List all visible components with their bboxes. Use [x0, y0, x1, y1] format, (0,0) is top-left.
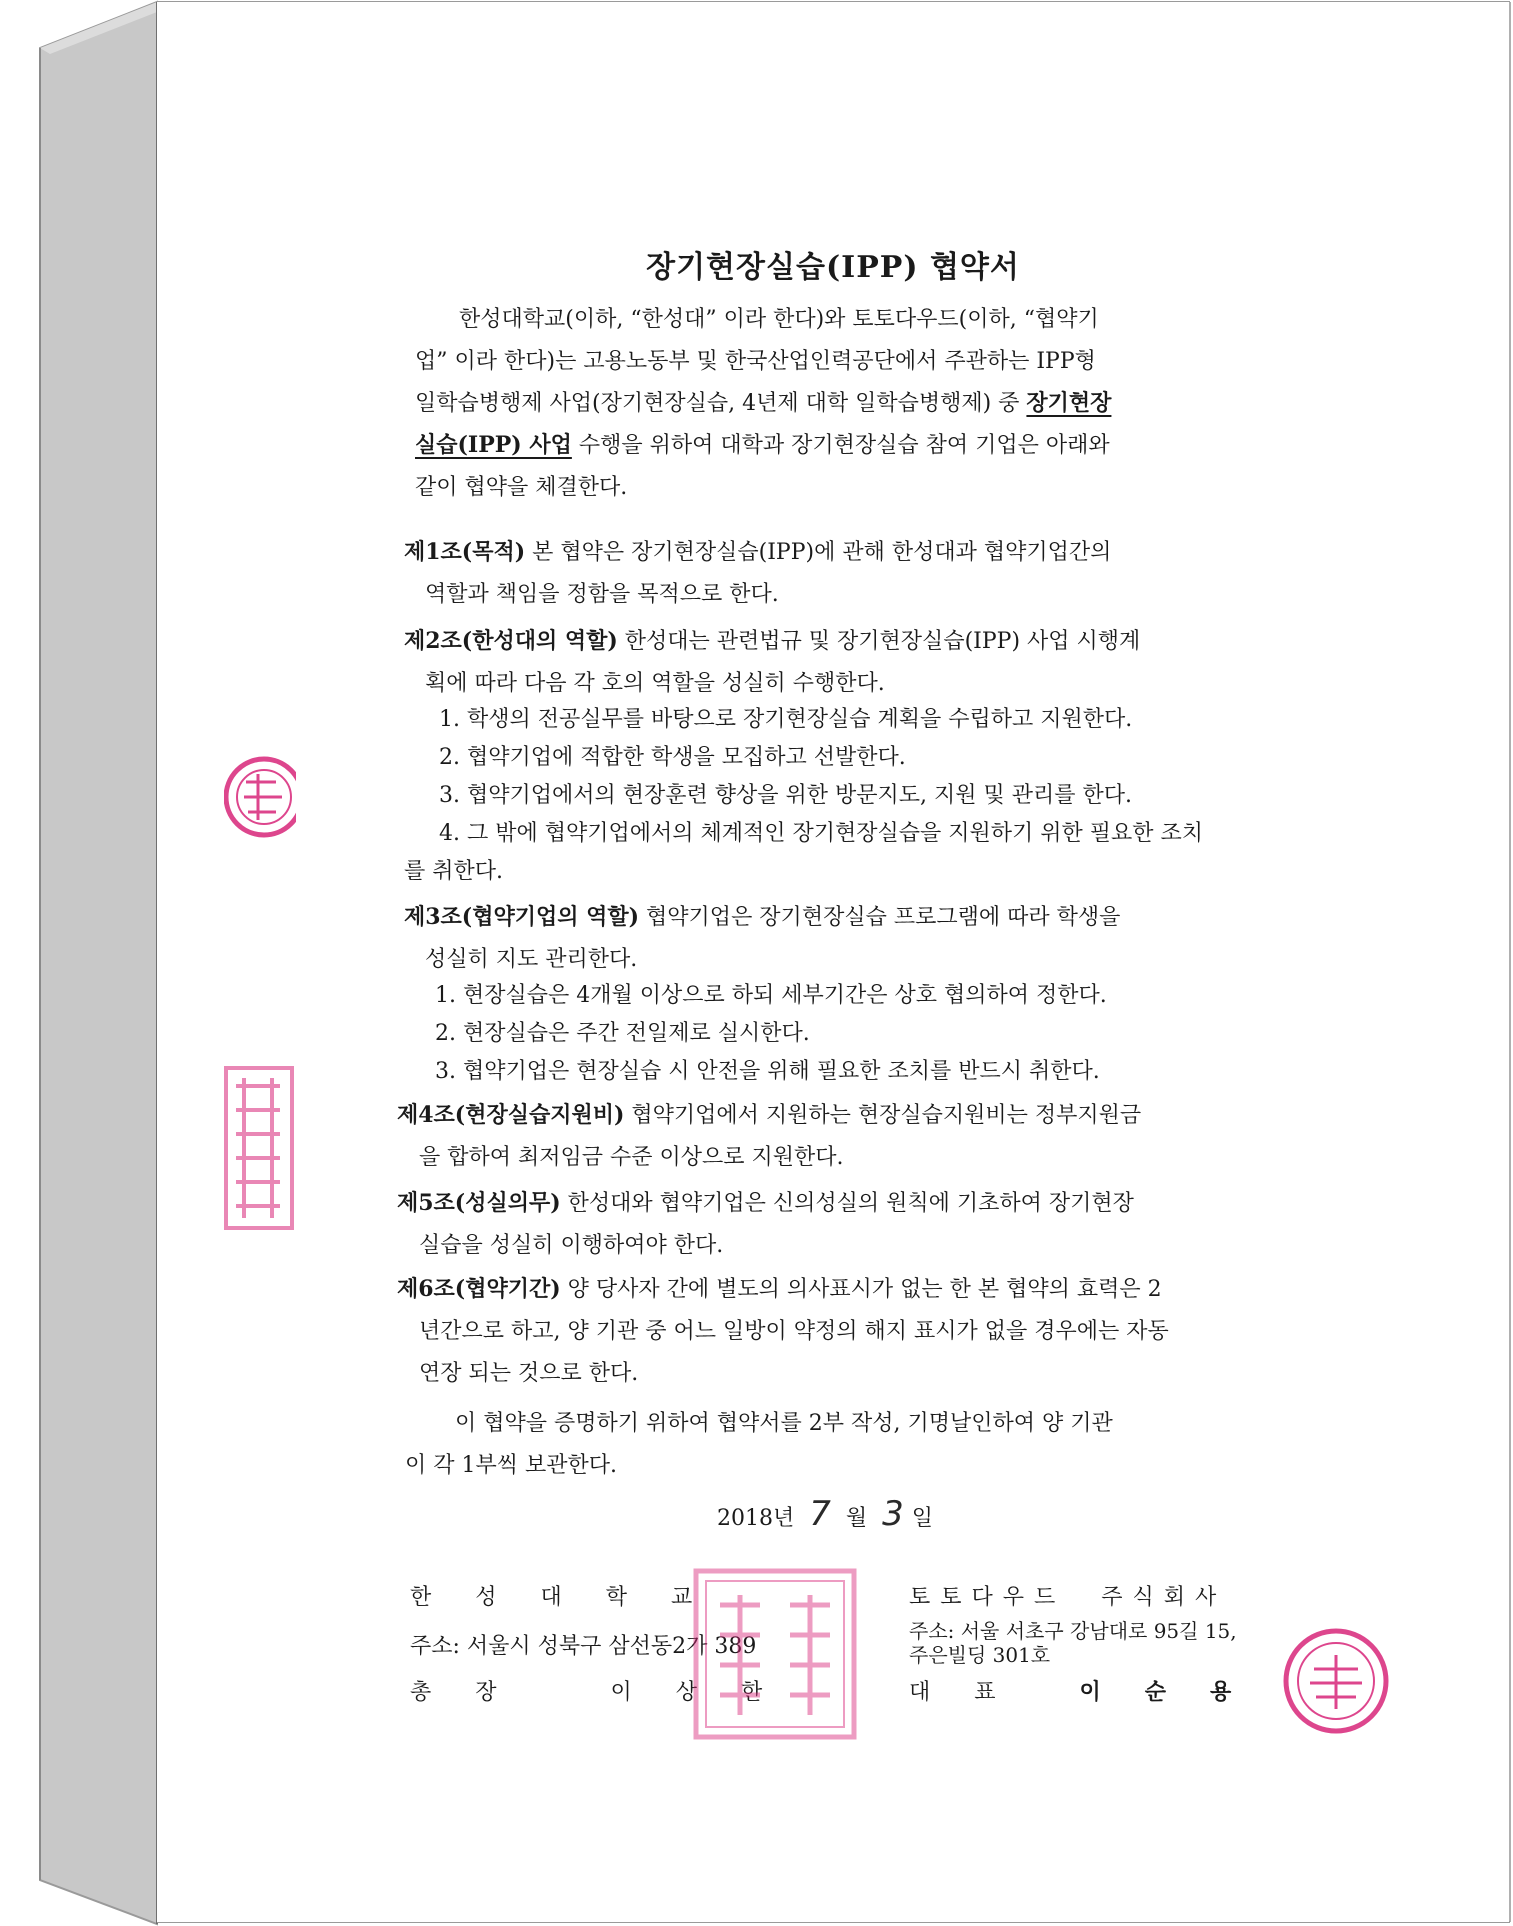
article-2-item-1: 1. 학생의 전공실무를 바탕으로 장기현장실습 계획을 수립하고 지원한다. — [439, 707, 1133, 732]
right-signatory-address-1: 주소: 서울 서초구 강남대로 95길 15, — [909, 1619, 1237, 1643]
signing-date — [717, 1494, 933, 1534]
preamble-line-5: 같이 협약을 체결한다. — [415, 475, 628, 500]
preamble-line-4 — [415, 428, 1110, 459]
right-signatory-org — [909, 1580, 1226, 1611]
article-3-item-2: 2. 현장실습은 주간 전일제로 실시한다. — [435, 1021, 810, 1046]
article-5-text: 한성대와 협약기업은 신의성실의 원칙에 기초하여 장기현장 — [560, 1191, 1134, 1216]
closing-line-2: 이 각 1부씩 보관한다. — [405, 1453, 617, 1478]
article-1-heading: 제1조(목적) — [404, 539, 526, 565]
article-4-text: 협약기업에서 지원하는 현장실습지원비는 정부지원금 — [624, 1103, 1142, 1128]
date-year: 2018년 — [717, 1506, 795, 1531]
article-1-text: 본 협약은 장기현장실습(IPP)에 관해 한성대과 협약기업간의 — [525, 540, 1112, 565]
article-2-text: 한성대는 관련법규 및 장기현장실습(IPP) 사업 시행계 — [617, 629, 1141, 654]
right-org-suffix: 주식회사 — [1101, 1585, 1227, 1610]
right-rep-title: 대표 — [909, 1680, 1040, 1705]
right-signatory-address-2: 주은빌딩 301호 — [909, 1643, 1051, 1667]
article-2-line-1 — [404, 624, 1140, 655]
left-signatory-org: 한성대학교 — [410, 1585, 737, 1610]
article-3-item-3: 3. 협약기업은 현장실습 시 안전을 위해 필요한 조치를 반드시 취한다. — [435, 1059, 1100, 1084]
article-2-line-2: 획에 따라 다음 각 호의 역할을 성실히 수행한다. — [425, 671, 885, 696]
article-6-text: 양 당사자 간에 별도의 의사표시가 없는 한 본 협약의 효력은 2 — [560, 1277, 1162, 1302]
article-2-heading: 제2조(한성대의 역할) — [404, 628, 618, 654]
article-5-heading: 제5조(성실의무) — [397, 1190, 561, 1216]
left-rep-name: 이상한 — [610, 1680, 807, 1705]
preamble-line-2: 업” 이라 한다)는 고용노동부 및 한국산업인력공단에서 주관하는 IPP형 — [415, 349, 1096, 374]
article-4-line-2: 을 합하여 최저임금 수준 이상으로 지원한다. — [419, 1145, 844, 1170]
seal-company-icon — [1280, 1625, 1392, 1737]
article-2-item-4: 4. 그 밖에 협약기업에서의 체계적인 장기현장실습을 지원하기 위한 필요한 조치 — [439, 821, 1203, 846]
left-rep-title: 총장 — [410, 1680, 541, 1705]
article-6-line-2: 년간으로 하고, 양 기관 중 어느 일방이 약정의 해지 표시가 없을 경우에는 자동 — [419, 1319, 1169, 1344]
preamble-line-3-text: 일학습병행제 사업(장기현장실습, 4년제 대학 일학습병행제) 중 — [415, 391, 1027, 416]
right-rep-name: 이순용 — [1079, 1679, 1276, 1705]
date-day-unit: 일 — [911, 1506, 934, 1531]
article-6-line-3: 연장 되는 것으로 한다. — [419, 1361, 639, 1386]
right-org-name: 토토다우드 — [909, 1585, 1066, 1610]
article-2-item-3: 3. 협약기업에서의 현장훈련 향상을 위한 방문지도, 지원 및 관리를 한다. — [439, 783, 1132, 808]
date-month-handwritten: 7 — [809, 1494, 831, 1534]
article-2-item-4-continued: 를 취한다. — [404, 859, 503, 884]
seal-left-margin-square-icon — [222, 1062, 296, 1234]
article-1-line-2: 역할과 책임을 정함을 목적으로 한다. — [425, 582, 779, 607]
article-6-line-1 — [397, 1272, 1162, 1303]
article-3-line-2: 성실히 지도 관리한다. — [425, 947, 638, 972]
preamble-emphasis-2: 실습(IPP) 사업 — [415, 432, 572, 458]
article-6-heading: 제6조(협약기간) — [397, 1276, 561, 1302]
article-1-line-1 — [404, 535, 1111, 566]
article-3-text: 협약기업은 장기현장실습 프로그램에 따라 학생을 — [639, 905, 1121, 930]
date-day-handwritten: 3 — [882, 1494, 904, 1534]
preamble-emphasis-1: 장기현장 — [1026, 390, 1112, 416]
closing-line-1: 이 협약을 증명하기 위하여 협약서를 2부 작성, 기명날인하여 양 기관 — [455, 1411, 1113, 1436]
right-signatory-rep — [909, 1675, 1275, 1706]
left-signatory-address: 주소: 서울시 성북구 삼선동2가 389 — [410, 1634, 757, 1659]
article-5-line-1 — [397, 1186, 1134, 1217]
article-3-item-1: 1. 현장실습은 4개월 이상으로 하되 세부기간은 상호 협의하여 정한다. — [435, 983, 1107, 1008]
preamble-line-1: 한성대학교(이하, “한성대” 이라 한다)와 토토다우드(이하, “협약기 — [459, 307, 1099, 332]
article-4-line-1 — [397, 1098, 1141, 1129]
preamble-line-4-text: 수행을 위하여 대학과 장기현장실습 참여 기업은 아래와 — [571, 433, 1110, 458]
document-title: 장기현장실습(IPP) 협약서 — [646, 250, 1020, 285]
article-4-heading: 제4조(현장실습지원비) — [397, 1102, 625, 1128]
preamble-line-3 — [415, 386, 1111, 417]
article-3-heading: 제3조(협약기업의 역할) — [404, 904, 640, 930]
date-month-unit: 월 — [845, 1506, 868, 1531]
seal-university-icon — [690, 1565, 860, 1745]
article-3-line-1 — [404, 900, 1120, 931]
seal-left-margin-round-icon — [224, 742, 296, 852]
article-2-item-2: 2. 협약기업에 적합한 학생을 모집하고 선발한다. — [439, 745, 906, 770]
article-5-line-2: 실습을 성실히 이행하여야 한다. — [419, 1233, 724, 1258]
